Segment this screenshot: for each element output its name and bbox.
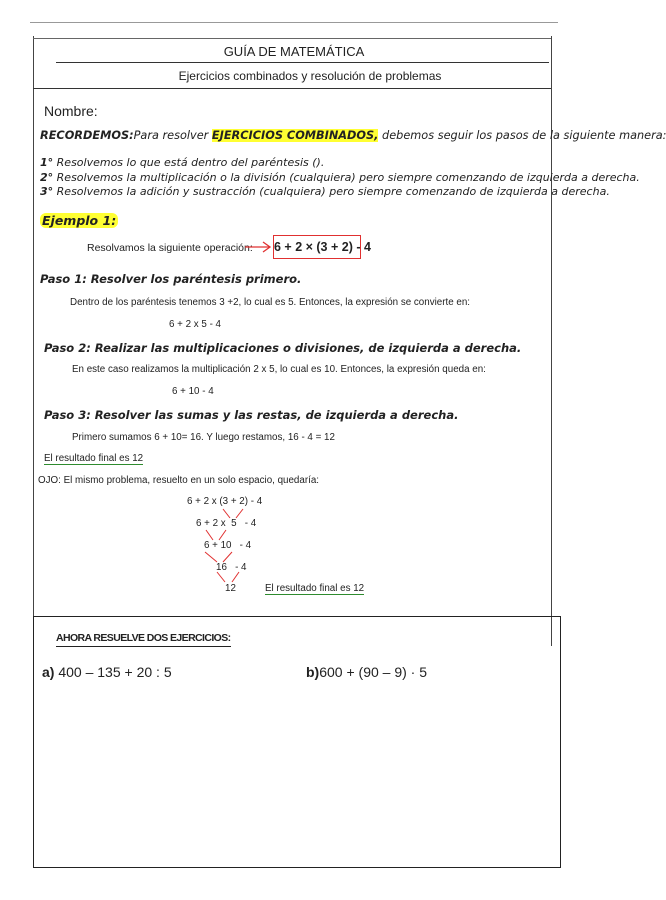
step-1: 1° Resolvemos lo que está dentro del paréntesis ().	[40, 156, 325, 169]
tree-line-4: 16 - 4	[216, 562, 247, 573]
tree-line-1: 6 + 2 x (3 + 2) - 4	[187, 496, 263, 507]
step-2: 2° Resolvemos la multiplicación o la división (cualquiera) pero siempre comenzando de izquierda a derecha.	[40, 170, 640, 184]
tree-line-2: 6 + 2 x 5 - 4	[196, 518, 257, 529]
exercise-a-label: a)	[42, 664, 55, 680]
ejemplo-prompt: Resolvamos la siguiente operación:	[87, 242, 253, 254]
page-subtitle: Ejercicios combinados y resolución de problemas	[178, 69, 442, 83]
arrow-right-icon	[244, 240, 272, 254]
paso-3-text: Primero sumamos 6 + 10= 16. Y luego restamos, 16 - 4 = 12	[72, 432, 335, 443]
page-title: GUÍA DE MATEMÁTICA	[223, 44, 365, 59]
recordemos-paragraph	[40, 129, 666, 142]
tree-line-5: 12	[225, 583, 236, 594]
recordemos-highlight: EJERCICIOS COMBINADOS,	[211, 129, 379, 142]
frame-top	[33, 38, 551, 39]
title-underline	[56, 62, 549, 63]
paso-1-title: Paso 1: Resolver los paréntesis primero.	[40, 272, 302, 286]
paso-2-text: En este caso realizamos la multiplicación 2 x 5, lo cual es 10. Entonces, la expresión queda en:	[72, 364, 486, 375]
exercises-heading: AHORA RESUELVE DOS EJERCICIOS:	[56, 632, 231, 647]
paso-3-title: Paso 3: Resolver las sumas y las restas, de izquierda a derecha.	[44, 408, 459, 422]
recordemos-pre: Para resolver	[133, 129, 212, 142]
exercise-b	[306, 664, 427, 680]
paso-2-title: Paso 2: Realizar las multiplicaciones o divisiones, de izquierda a derecha.	[44, 341, 522, 355]
ejemplo-expression: 6 + 2 × (3 + 2) - 4	[273, 235, 361, 259]
recordemos-post: debemos seguir los pasos de la siguiente manera:	[378, 129, 666, 142]
tree-line-3: 6 + 10 - 4	[204, 540, 252, 551]
exercise-b-expression: 600 + (90 – 9) · 5	[319, 664, 428, 680]
exercises-box	[33, 616, 561, 868]
recordemos-lead: RECORDEMOS:	[40, 129, 134, 142]
exercise-b-label: b)	[306, 664, 320, 680]
resultado-final: El resultado final es 12	[44, 453, 144, 464]
top-rule	[30, 22, 558, 23]
subtitle-underline	[33, 88, 551, 89]
exercise-a-expression: 400 – 135 + 20 : 5	[58, 664, 172, 680]
paso-1-result: 6 + 2 x 5 - 4	[169, 319, 222, 330]
ejemplo-label: Ejemplo 1:	[42, 213, 117, 228]
steps-list	[40, 156, 640, 200]
tree-final: El resultado final es 12	[265, 583, 365, 594]
nombre-label: Nombre:	[44, 103, 98, 119]
tree-connectors	[180, 505, 260, 585]
step-3: 3° Resolvemos la adición y sustracción (cualquiera) pero siempre comenzando de izquierda a derecha.	[40, 185, 610, 198]
frame-right	[551, 36, 552, 646]
paso-2-result: 6 + 10 - 4	[172, 386, 214, 397]
exercise-a	[42, 664, 172, 680]
ojo-note: OJO: El mismo problema, resuelto en un solo espacio, quedaría:	[38, 475, 319, 486]
paso-1-text: Dentro de los paréntesis tenemos 3 +2, lo cual es 5. Entonces, la expresión se convierte en:	[70, 297, 470, 308]
